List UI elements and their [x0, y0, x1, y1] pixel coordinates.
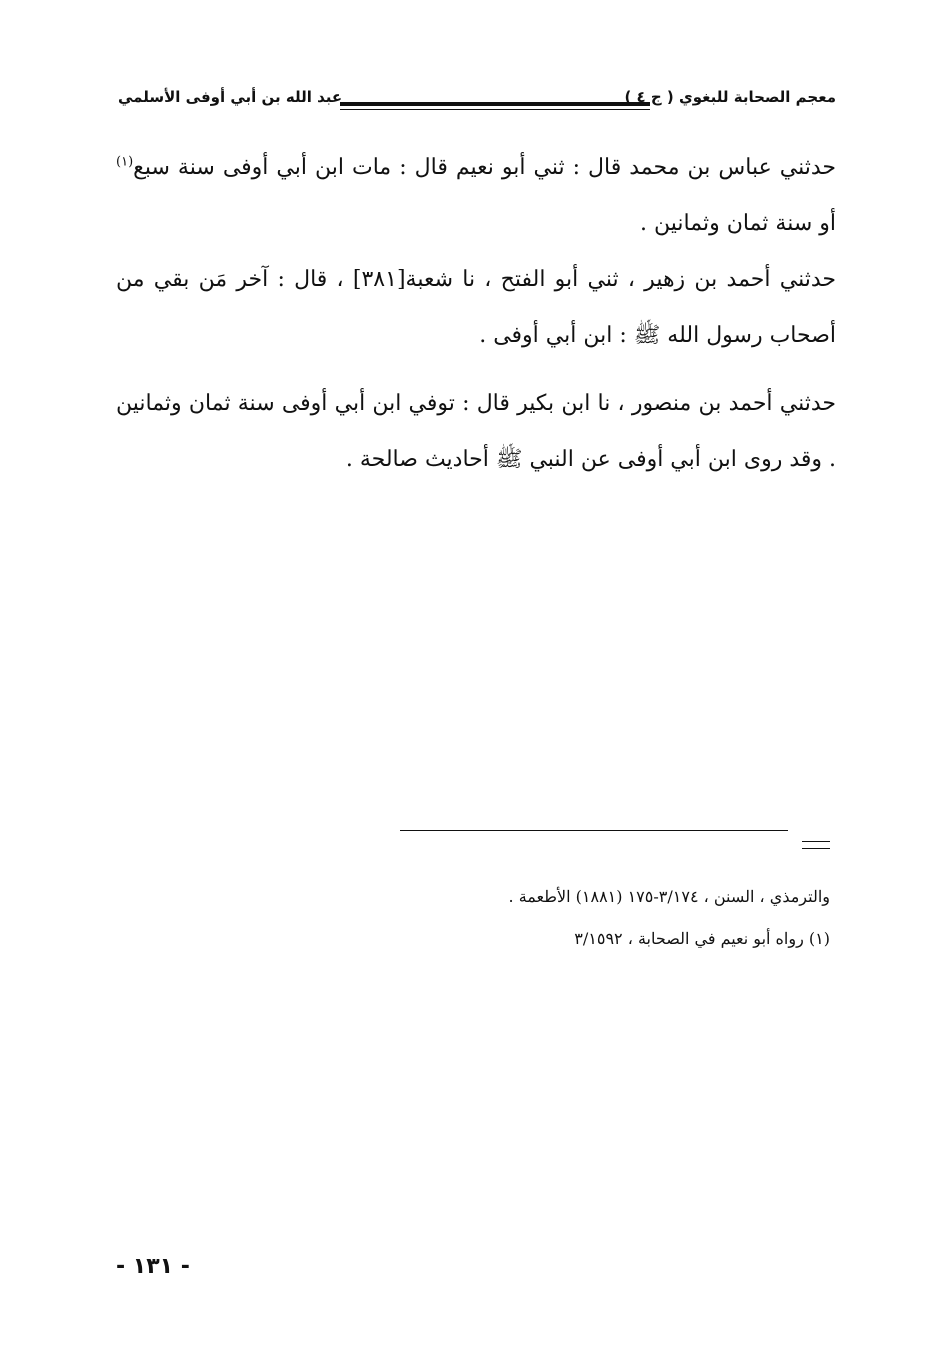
paragraph-3: حدثني أحمد بن منصور ، نا ابن بكير قال : توفي ابن أبي أوفى سنة ثمان وثمانين . وقد روى ابن أبي أوفى عن النبي ﷺ أحاديث صالحة .: [116, 391, 836, 472]
paragraph-1-text-continued: أو سنة ثمان وثمانين .: [640, 211, 836, 236]
page-number: - ١٣١ -: [116, 1254, 190, 1279]
running-header: [118, 86, 836, 120]
footnotes: [310, 876, 830, 960]
footnote-separator: [400, 830, 788, 831]
footnote-line-2: (١) رواه أبو نعيم في الصحابة ، ٣/١٥٩٢: [574, 929, 830, 948]
book-title: معجم الصحابة للبغوي ( ج ٤ ): [624, 88, 836, 106]
footnote-line-1: والترمذي ، السنن ، ٣/١٧٤-١٧٥ (١٨٨١) الأطعمة .: [508, 887, 830, 906]
header-rule-thin: [340, 109, 650, 110]
footnote-reference: (١): [116, 154, 134, 170]
main-body: [116, 140, 836, 488]
paragraph-1: [116, 140, 836, 252]
paragraph-2: حدثني أحمد بن زهير ، ثني أبو الفتح ، نا شعبة[٣٨١] ، قال : آخر مَن بقي من أصحاب رسول الله ﷺ : ابن أبي أوفى .: [116, 267, 836, 348]
paragraph-1-text: حدثني عباس بن محمد قال : ثني أبو نعيم قال : مات ابن أبي أوفى سنة سبع: [133, 155, 836, 180]
section-title: عبد الله بن أبي أوفى الأسلمي: [118, 88, 343, 106]
header-rule: [340, 102, 650, 106]
footnote-separator-mark: [802, 841, 830, 849]
